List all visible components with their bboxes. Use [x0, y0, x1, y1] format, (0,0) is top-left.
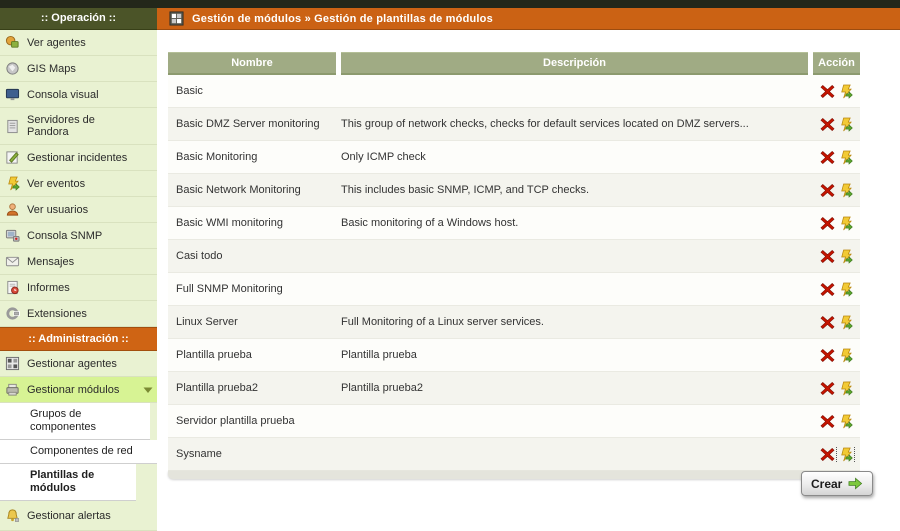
action-cell [813, 216, 860, 231]
template-name[interactable]: Linux Server [176, 316, 238, 328]
duplicate-icon[interactable] [838, 150, 853, 165]
delete-icon[interactable] [820, 381, 835, 396]
column-header-descripcion: Descripción [341, 52, 808, 75]
duplicate-icon[interactable] [838, 183, 853, 198]
template-name[interactable]: Basic Monitoring [176, 151, 258, 163]
sidebar-item-gestionar-modulos[interactable]: Gestionar módulos [0, 377, 157, 403]
action-cell [813, 117, 860, 132]
template-name[interactable]: Basic WMI monitoring [176, 217, 283, 229]
sidebar-subitem-plantillas-de-modulos[interactable]: Plantillas de módulos [0, 464, 136, 501]
green-arrow-icon [848, 476, 863, 491]
action-cell [813, 150, 860, 165]
template-name[interactable]: Basic Network Monitoring [176, 184, 301, 196]
sidebar-section-operacion: :: Operación :: [0, 8, 157, 30]
duplicate-icon[interactable] [838, 447, 853, 462]
sidebar-item-consola-snmp[interactable]: Consola SNMP [0, 223, 157, 249]
duplicate-icon[interactable] [838, 348, 853, 363]
delete-icon[interactable] [820, 84, 835, 99]
breadcrumb: Gestión de módulos » Gestión de plantillas de módulos [192, 12, 493, 25]
sidebar-item-servidores-de-pandora[interactable]: Servidores de Pandora [0, 108, 157, 145]
table-header-row [168, 52, 860, 75]
template-name[interactable]: Basic [176, 85, 203, 97]
server-icon [5, 119, 20, 134]
template-name[interactable]: Full SNMP Monitoring [176, 283, 283, 295]
table-row [168, 273, 860, 306]
action-cell [813, 249, 860, 264]
sidebar-subitem-grupos-de-componentes[interactable]: Grupos de componentes [0, 403, 150, 440]
template-description: Only ICMP check [341, 151, 426, 163]
duplicate-icon[interactable] [838, 282, 853, 297]
template-name[interactable]: Servidor plantilla prueba [176, 415, 295, 427]
delete-icon[interactable] [820, 216, 835, 231]
duplicate-icon[interactable] [838, 84, 853, 99]
duplicate-icon[interactable] [838, 315, 853, 330]
delete-icon[interactable] [820, 117, 835, 132]
duplicate-icon[interactable] [838, 414, 853, 429]
modules-printer-icon [5, 382, 20, 397]
sidebar-section-administracion: :: Administración :: [0, 327, 157, 351]
bell-icon [5, 508, 20, 523]
sidebar-item-gis-maps[interactable]: GIS Maps [0, 56, 157, 82]
sidebar-item-gestionar-agentes[interactable]: Gestionar agentes [0, 351, 157, 377]
envelope-icon [5, 254, 20, 269]
sidebar-item-informes[interactable]: Informes [0, 275, 157, 301]
column-header-nombre: Nombre [168, 52, 336, 75]
sidebar-item-mensajes[interactable]: Mensajes [0, 249, 157, 275]
sidebar-item-extensiones[interactable]: Extensiones [0, 301, 157, 327]
table-row [168, 141, 860, 174]
action-cell [813, 348, 860, 363]
table-row [168, 174, 860, 207]
template-name[interactable]: Plantilla prueba2 [176, 382, 258, 394]
sidebar-subitem-componentes-de-red[interactable]: Componentes de red [0, 440, 157, 464]
table-row [168, 372, 860, 405]
delete-icon[interactable] [820, 150, 835, 165]
template-description: Plantilla prueba2 [341, 382, 423, 394]
duplicate-icon[interactable] [838, 117, 853, 132]
globe-icon [5, 61, 20, 76]
action-cell [813, 447, 860, 462]
sidebar-item-ver-usuarios[interactable]: Ver usuarios [0, 197, 157, 223]
sidebar-item-ver-eventos[interactable]: Ver eventos [0, 171, 157, 197]
template-description: This group of network checks, checks for default services located on DMZ servers... [341, 118, 749, 130]
template-name[interactable]: Casi todo [176, 250, 223, 262]
delete-icon[interactable] [820, 282, 835, 297]
incident-note-icon [5, 150, 20, 165]
delete-icon[interactable] [820, 348, 835, 363]
agents-icon [5, 35, 20, 50]
breadcrumb-bar [157, 8, 900, 30]
template-name[interactable]: Sysname [176, 448, 222, 460]
template-description: Basic monitoring of a Windows host. [341, 217, 519, 229]
template-name[interactable]: Basic DMZ Server monitoring [176, 118, 320, 130]
action-cell [813, 282, 860, 297]
table-footer-bar [168, 471, 860, 479]
table-row [168, 207, 860, 240]
snmp-console-icon [5, 228, 20, 243]
delete-icon[interactable] [820, 315, 835, 330]
chevron-down-icon [142, 384, 154, 396]
delete-icon[interactable] [820, 447, 835, 462]
action-cell [813, 183, 860, 198]
monitor-icon [5, 87, 20, 102]
table-row [168, 405, 860, 438]
plugin-icon [5, 306, 20, 321]
table-row [168, 438, 860, 471]
user-icon [5, 202, 20, 217]
duplicate-icon[interactable] [838, 216, 853, 231]
action-cell [813, 381, 860, 396]
table-row [168, 306, 860, 339]
sidebar [0, 8, 157, 522]
delete-icon[interactable] [820, 414, 835, 429]
duplicate-icon[interactable] [838, 249, 853, 264]
app-window-icon [5, 356, 20, 371]
duplicate-icon[interactable] [838, 381, 853, 396]
sidebar-item-ver-agentes[interactable]: Ver agentes [0, 30, 157, 56]
action-cell [813, 414, 860, 429]
template-description: This includes basic SNMP, ICMP, and TCP checks. [341, 184, 590, 196]
modules-grid-icon [169, 11, 184, 26]
template-description: Full Monitoring of a Linux server services. [341, 316, 544, 328]
delete-icon[interactable] [820, 249, 835, 264]
report-icon [5, 280, 20, 295]
delete-icon[interactable] [820, 183, 835, 198]
event-lightning-icon [5, 176, 20, 191]
table-row [168, 240, 860, 273]
sidebar-item-consola-visual[interactable]: Consola visual [0, 82, 157, 108]
sidebar-item-gestionar-alertas[interactable]: Gestionar alertas [0, 501, 157, 531]
templates-table [168, 52, 860, 479]
action-cell [813, 315, 860, 330]
template-description: Plantilla prueba [341, 349, 417, 361]
create-button[interactable]: Crear [801, 471, 873, 496]
table-body [168, 75, 860, 471]
top-strip [0, 0, 900, 8]
column-header-accion: Acción [813, 52, 860, 75]
template-name[interactable]: Plantilla prueba [176, 349, 252, 361]
sidebar-item-gestionar-incidentes[interactable]: Gestionar incidentes [0, 145, 157, 171]
table-row [168, 108, 860, 141]
action-cell [813, 84, 860, 99]
table-row [168, 75, 860, 108]
table-row [168, 339, 860, 372]
